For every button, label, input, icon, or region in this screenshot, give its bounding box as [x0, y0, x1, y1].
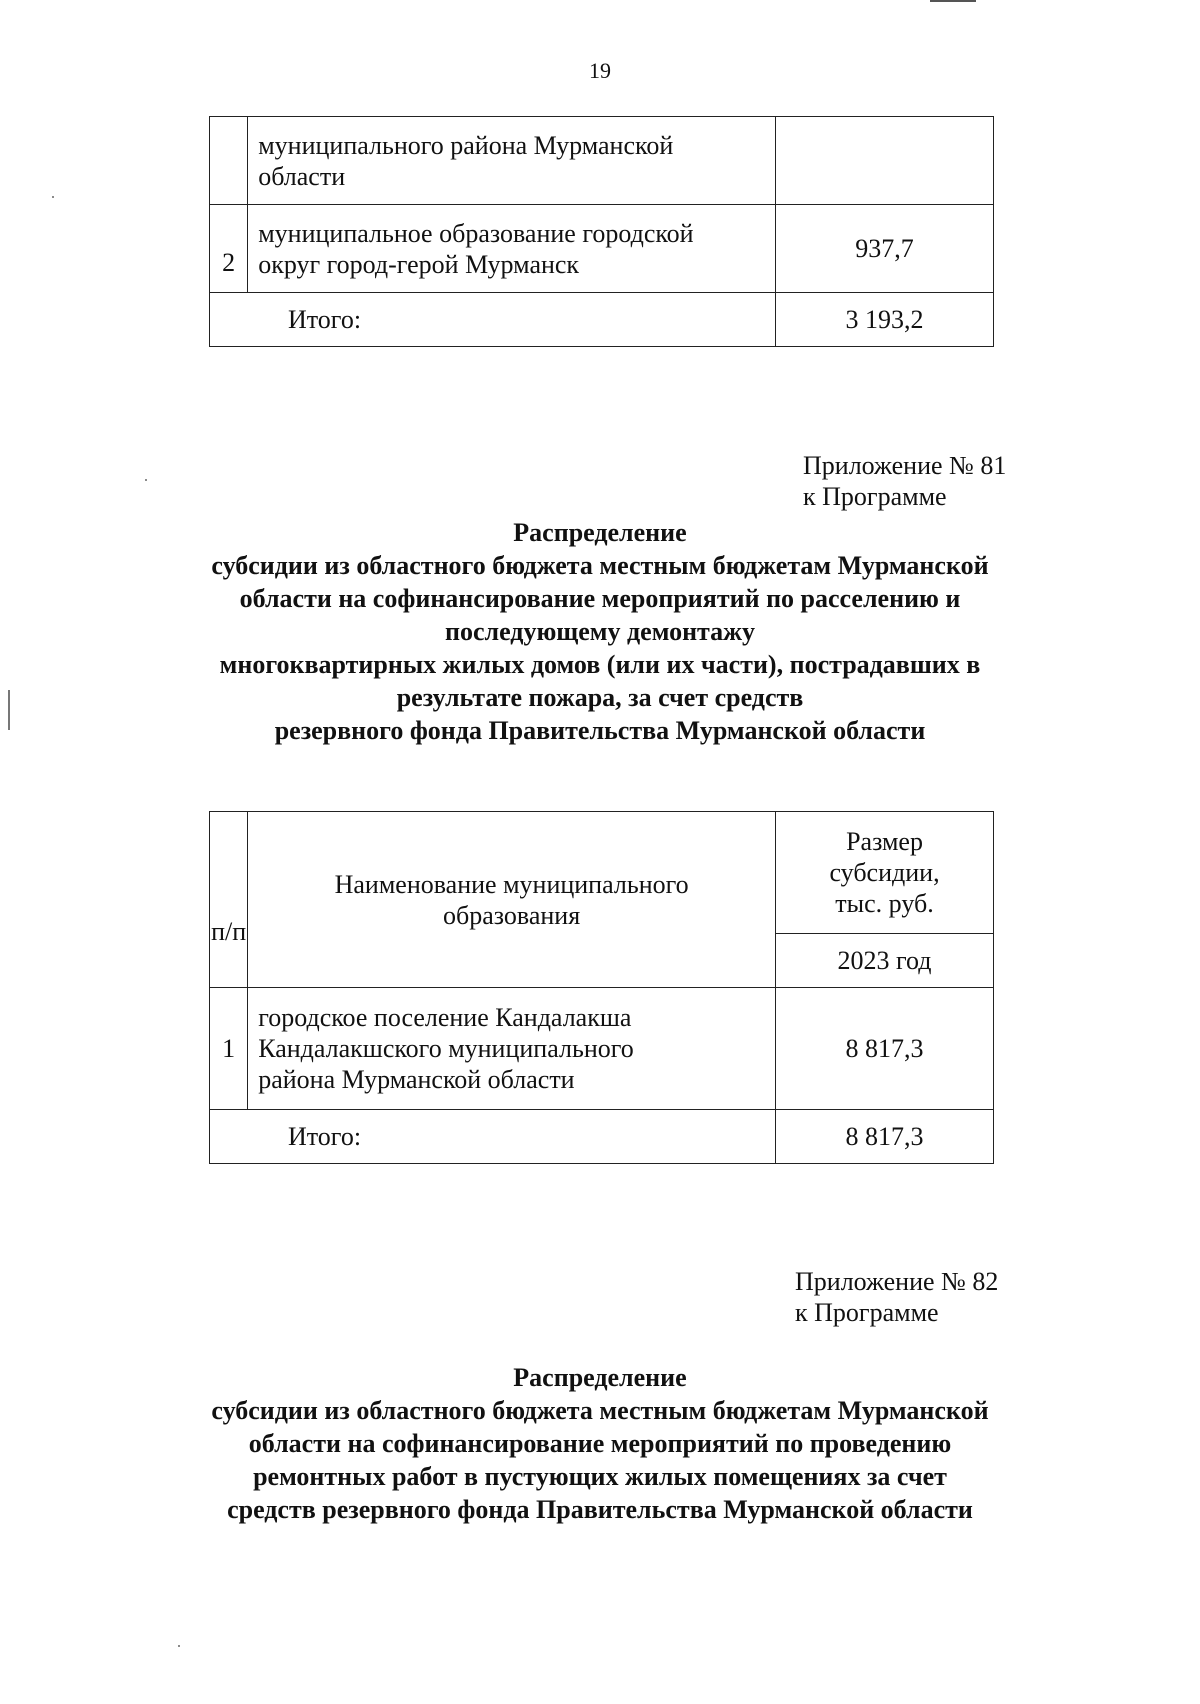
appendix-number: Приложение № 82 — [795, 1267, 999, 1296]
name-line: муниципальное образование городской — [258, 218, 694, 248]
header-line: Наименование муниципального — [334, 869, 689, 899]
table-row — [210, 205, 994, 293]
row-number: 1 — [210, 988, 248, 1110]
total-row — [210, 1110, 994, 1164]
heading-line: результате пожара, за счет средств — [396, 683, 804, 712]
page-number: 19 — [589, 58, 611, 83]
heading-line: многоквартирных жилых домов (или их части), пострадавших в — [219, 650, 981, 679]
name-line: области — [258, 161, 346, 191]
total-label: Итого: — [210, 293, 776, 347]
table-continued — [209, 116, 994, 347]
name-line: Кандалакшского муниципального — [258, 1034, 634, 1063]
subsidy-value: 937,7 — [776, 205, 994, 293]
header-municipality — [248, 812, 776, 988]
appendix-82-label — [795, 1266, 998, 1328]
table-row — [210, 988, 994, 1110]
heading-line: последующему демонтажу — [444, 617, 755, 646]
heading-line: резервного фонда Правительства Мурманской области — [274, 716, 926, 745]
appendix-81-heading — [0, 516, 1200, 747]
heading-title: Распределение — [513, 518, 687, 547]
scan-speck — [178, 1645, 180, 1647]
subsidy-value — [776, 117, 994, 205]
municipality-name — [248, 988, 776, 1110]
total-label: Итого: — [210, 1110, 776, 1164]
header-number: п/п — [210, 812, 248, 988]
appendix-program-ref: к Программе — [803, 482, 947, 511]
total-row — [210, 293, 994, 347]
appendix-81-label — [803, 450, 1006, 512]
name-line: округ город-герой Мурманск — [258, 249, 580, 279]
header-year: 2023 год — [776, 934, 994, 988]
header-line: образования — [443, 900, 581, 930]
name-line: района Мурманской области — [258, 1065, 575, 1094]
table-row — [210, 117, 994, 205]
scan-speck — [145, 479, 147, 481]
appendix-82-heading — [0, 1361, 1200, 1526]
heading-line: средств резервного фонда Правительства Мурманской области — [227, 1495, 973, 1524]
scan-top-rule — [930, 0, 976, 2]
total-value: 8 817,3 — [776, 1110, 994, 1164]
total-value: 3 193,2 — [776, 293, 994, 347]
row-number: 2 — [210, 205, 248, 293]
table-header-row — [210, 812, 994, 934]
heading-line: субсидии из областного бюджета местным бюджетам Мурманской — [211, 551, 989, 580]
appendix-number: Приложение № 81 — [803, 451, 1007, 480]
scan-edge-mark — [8, 690, 10, 730]
row-number — [210, 117, 248, 205]
header-line: Размер — [846, 827, 923, 856]
header-subsidy-size — [776, 812, 994, 934]
header-line: тыс. руб. — [835, 889, 934, 918]
name-line: городское поселение Кандалакша — [258, 1003, 632, 1032]
subsidy-table-81 — [209, 811, 994, 1164]
heading-line: субсидии из областного бюджета местным бюджетам Мурманской — [211, 1396, 989, 1425]
heading-line: области на софинансирование мероприятий по расселению и — [239, 584, 961, 613]
heading-line: области на софинансирование мероприятий по проведению — [248, 1429, 952, 1458]
scan-speck — [52, 196, 54, 198]
header-line: субсидии, — [829, 858, 940, 887]
municipality-name — [248, 205, 776, 293]
heading-title: Распределение — [513, 1363, 687, 1392]
heading-line: ремонтных работ в пустующих жилых помещениях за счет — [253, 1462, 947, 1491]
subsidy-value: 8 817,3 — [776, 988, 994, 1110]
municipality-name — [248, 117, 776, 205]
appendix-program-ref: к Программе — [795, 1298, 939, 1327]
name-line: муниципального района Мурманской — [258, 130, 674, 160]
